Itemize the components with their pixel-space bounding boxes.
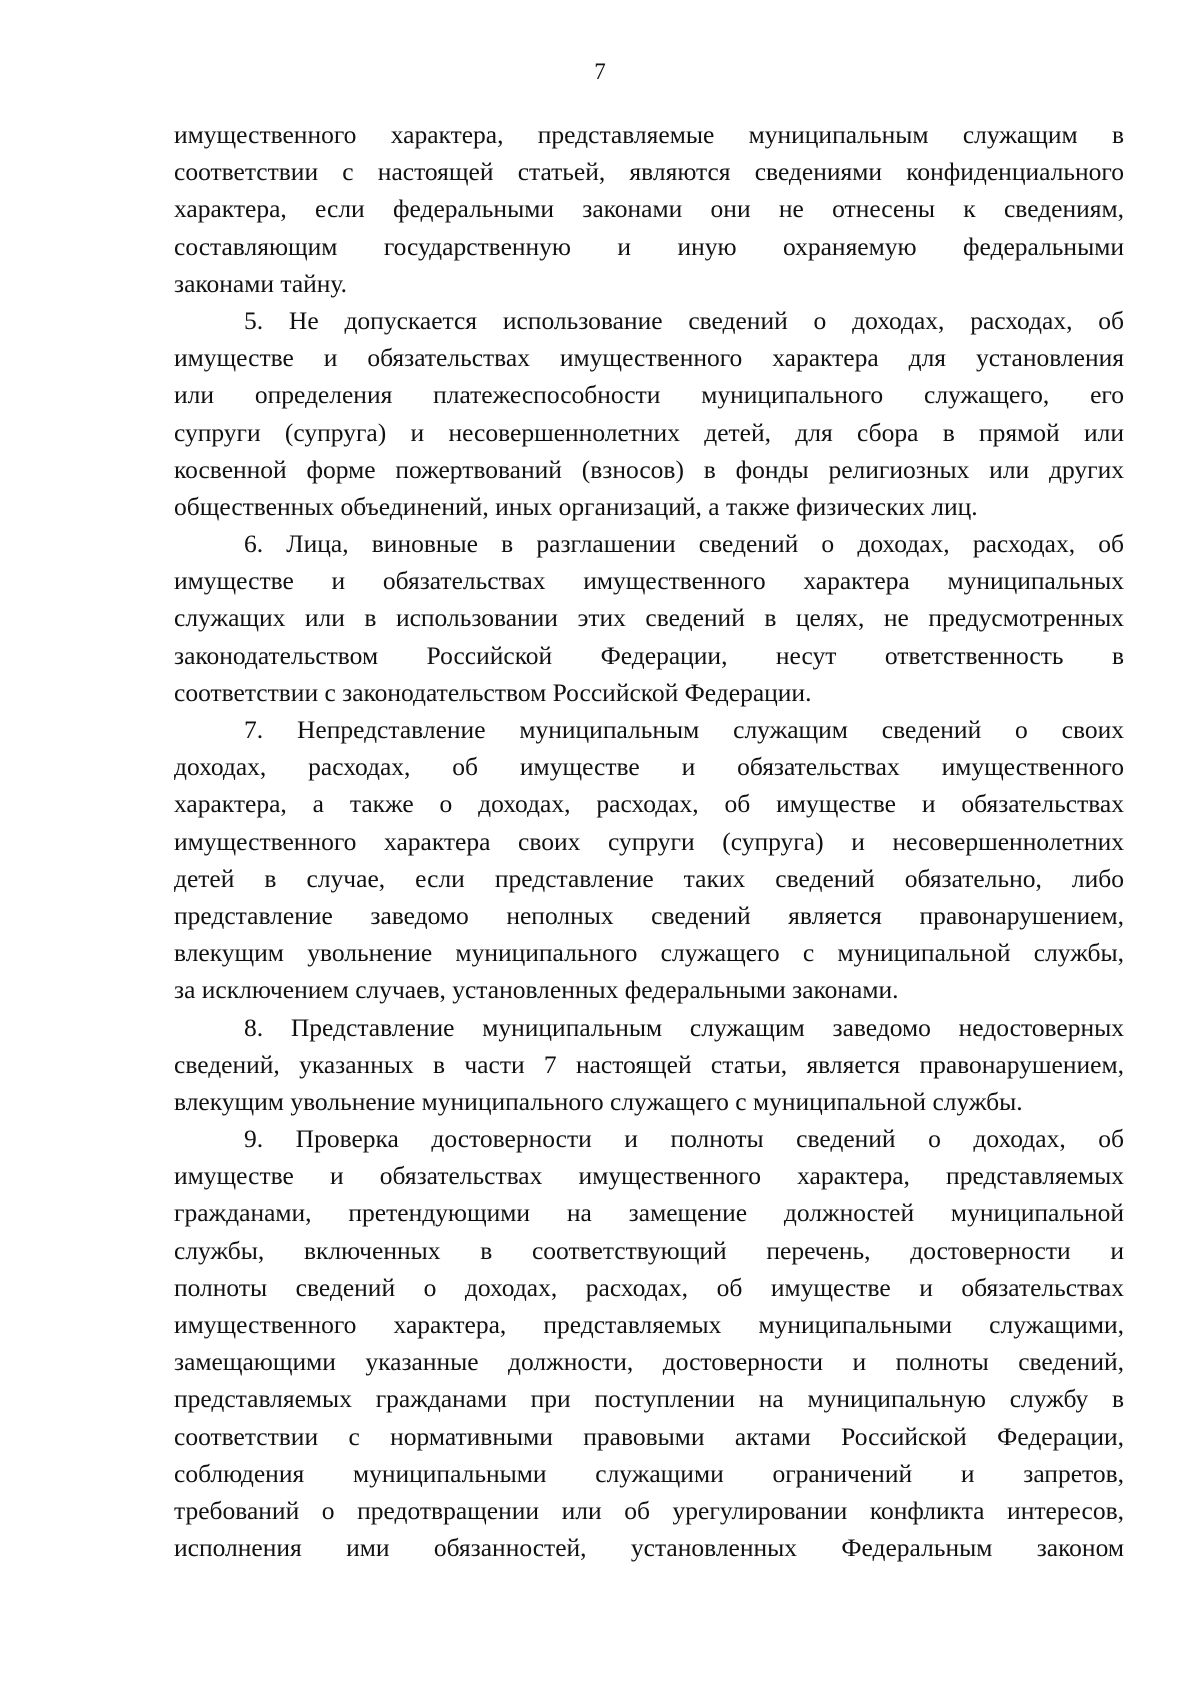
text-line: 5. Не допускается использование сведений о доходах, расходах, об [244,305,1124,335]
text-line: составляющим государственную и иную охраняемую федеральными [174,231,1124,261]
text-line: или определения платежеспособности муниципального служащего, его [174,380,1124,410]
text-line: влекущим увольнение муниципального служащего с муниципальной службы. [174,1086,1023,1116]
text-line: гражданами, претендующими на замещение должностей муниципальной [174,1198,1124,1228]
text-line: влекущим увольнение муниципального служащего с муниципальной службы, [174,938,1124,968]
text-line: соответствии с законодательством Российской Федерации. [174,677,812,707]
text-line: 6. Лица, виновные в разглашении сведений о доходах, расходах, об [244,529,1124,559]
paragraph-p5 [174,302,1124,525]
document-body [174,116,1124,1566]
text-line: общественных объединений, иных организаций, а также физических лиц. [174,491,978,521]
text-line: 8. Представление муниципальным служащим заведомо недостоверных [244,1012,1124,1042]
text-line: 7. Непредставление муниципальным служащим сведений о своих [244,715,1124,744]
text-line: имущественного характера своих супруги (супруга) и несовершеннолетних [174,826,1124,856]
paragraph-continuation [174,116,1124,302]
text-line: полноты сведений о доходах, расходах, об имуществе и обязательствах [174,1272,1124,1302]
text-line: замещающими указанные должности, достоверности и полноты сведений, [174,1347,1124,1377]
text-line: за исключением случаев, установленных федеральными законами. [174,975,899,1005]
text-line: службы, включенных в соответствующий перечень, достоверности и [174,1235,1124,1265]
text-line: соблюдения муниципальными служащими ограничений и запретов, [174,1458,1124,1488]
text-line: законодательством Российской Федерации, несут ответственность в [174,640,1124,670]
text-line: 9. Проверка достоверности и полноты сведений о доходах, об [244,1124,1124,1154]
text-line: супруги (супруга) и несовершеннолетних детей, для сбора в прямой или [174,417,1124,447]
text-line: представление заведомо неполных сведений является правонарушением, [174,900,1124,930]
page-number: 7 [594,59,606,84]
text-line: характера, если федеральными законами они не отнесены к сведениям, [174,194,1124,224]
text-line: представляемых гражданами при поступлении на муниципальную службу в [174,1384,1124,1414]
text-line: имущественного характера, представляемые муниципальным служащим в [174,120,1124,149]
paragraph-p9 [174,1120,1124,1566]
paragraph-p7 [174,711,1124,1009]
paragraph-p8 [174,1009,1124,1121]
text-line: соответствии с настоящей статьей, являются сведениями конфиденциального [174,157,1124,187]
text-line: сведений, указанных в части 7 настоящей статьи, является правонарушением, [174,1049,1124,1079]
text-line: исполнения ими обязанностей, установленных Федеральным законом [174,1533,1124,1563]
text-line: детей в случае, если представление таких сведений обязательно, либо [174,863,1124,893]
text-line: характера, а также о доходах, расходах, об имуществе и обязательствах [174,789,1124,819]
text-line: имуществе и обязательствах имущественного характера, представляемых [174,1161,1124,1191]
text-line: имуществе и обязательствах имущественного характера муниципальных [174,566,1124,596]
text-line: имущественного характера, представляемых муниципальными служащими, [174,1310,1124,1339]
paragraph-p6 [174,525,1124,711]
text-line: доходах, расходах, об имуществе и обязательствах имущественного [174,752,1124,782]
text-line: законами тайну. [174,268,347,298]
text-line: имуществе и обязательствах имущественного характера для установления [174,343,1124,373]
text-line: требований о предотвращении или об урегулировании конфликта интересов, [174,1495,1124,1525]
text-line: соответствии с нормативными правовыми актами Российской Федерации, [174,1421,1124,1451]
text-line: служащих или в использовании этих сведений в целях, не предусмотренных [174,603,1124,633]
text-line: косвенной форме пожертвований (взносов) в фонды религиозных или других [174,454,1124,484]
